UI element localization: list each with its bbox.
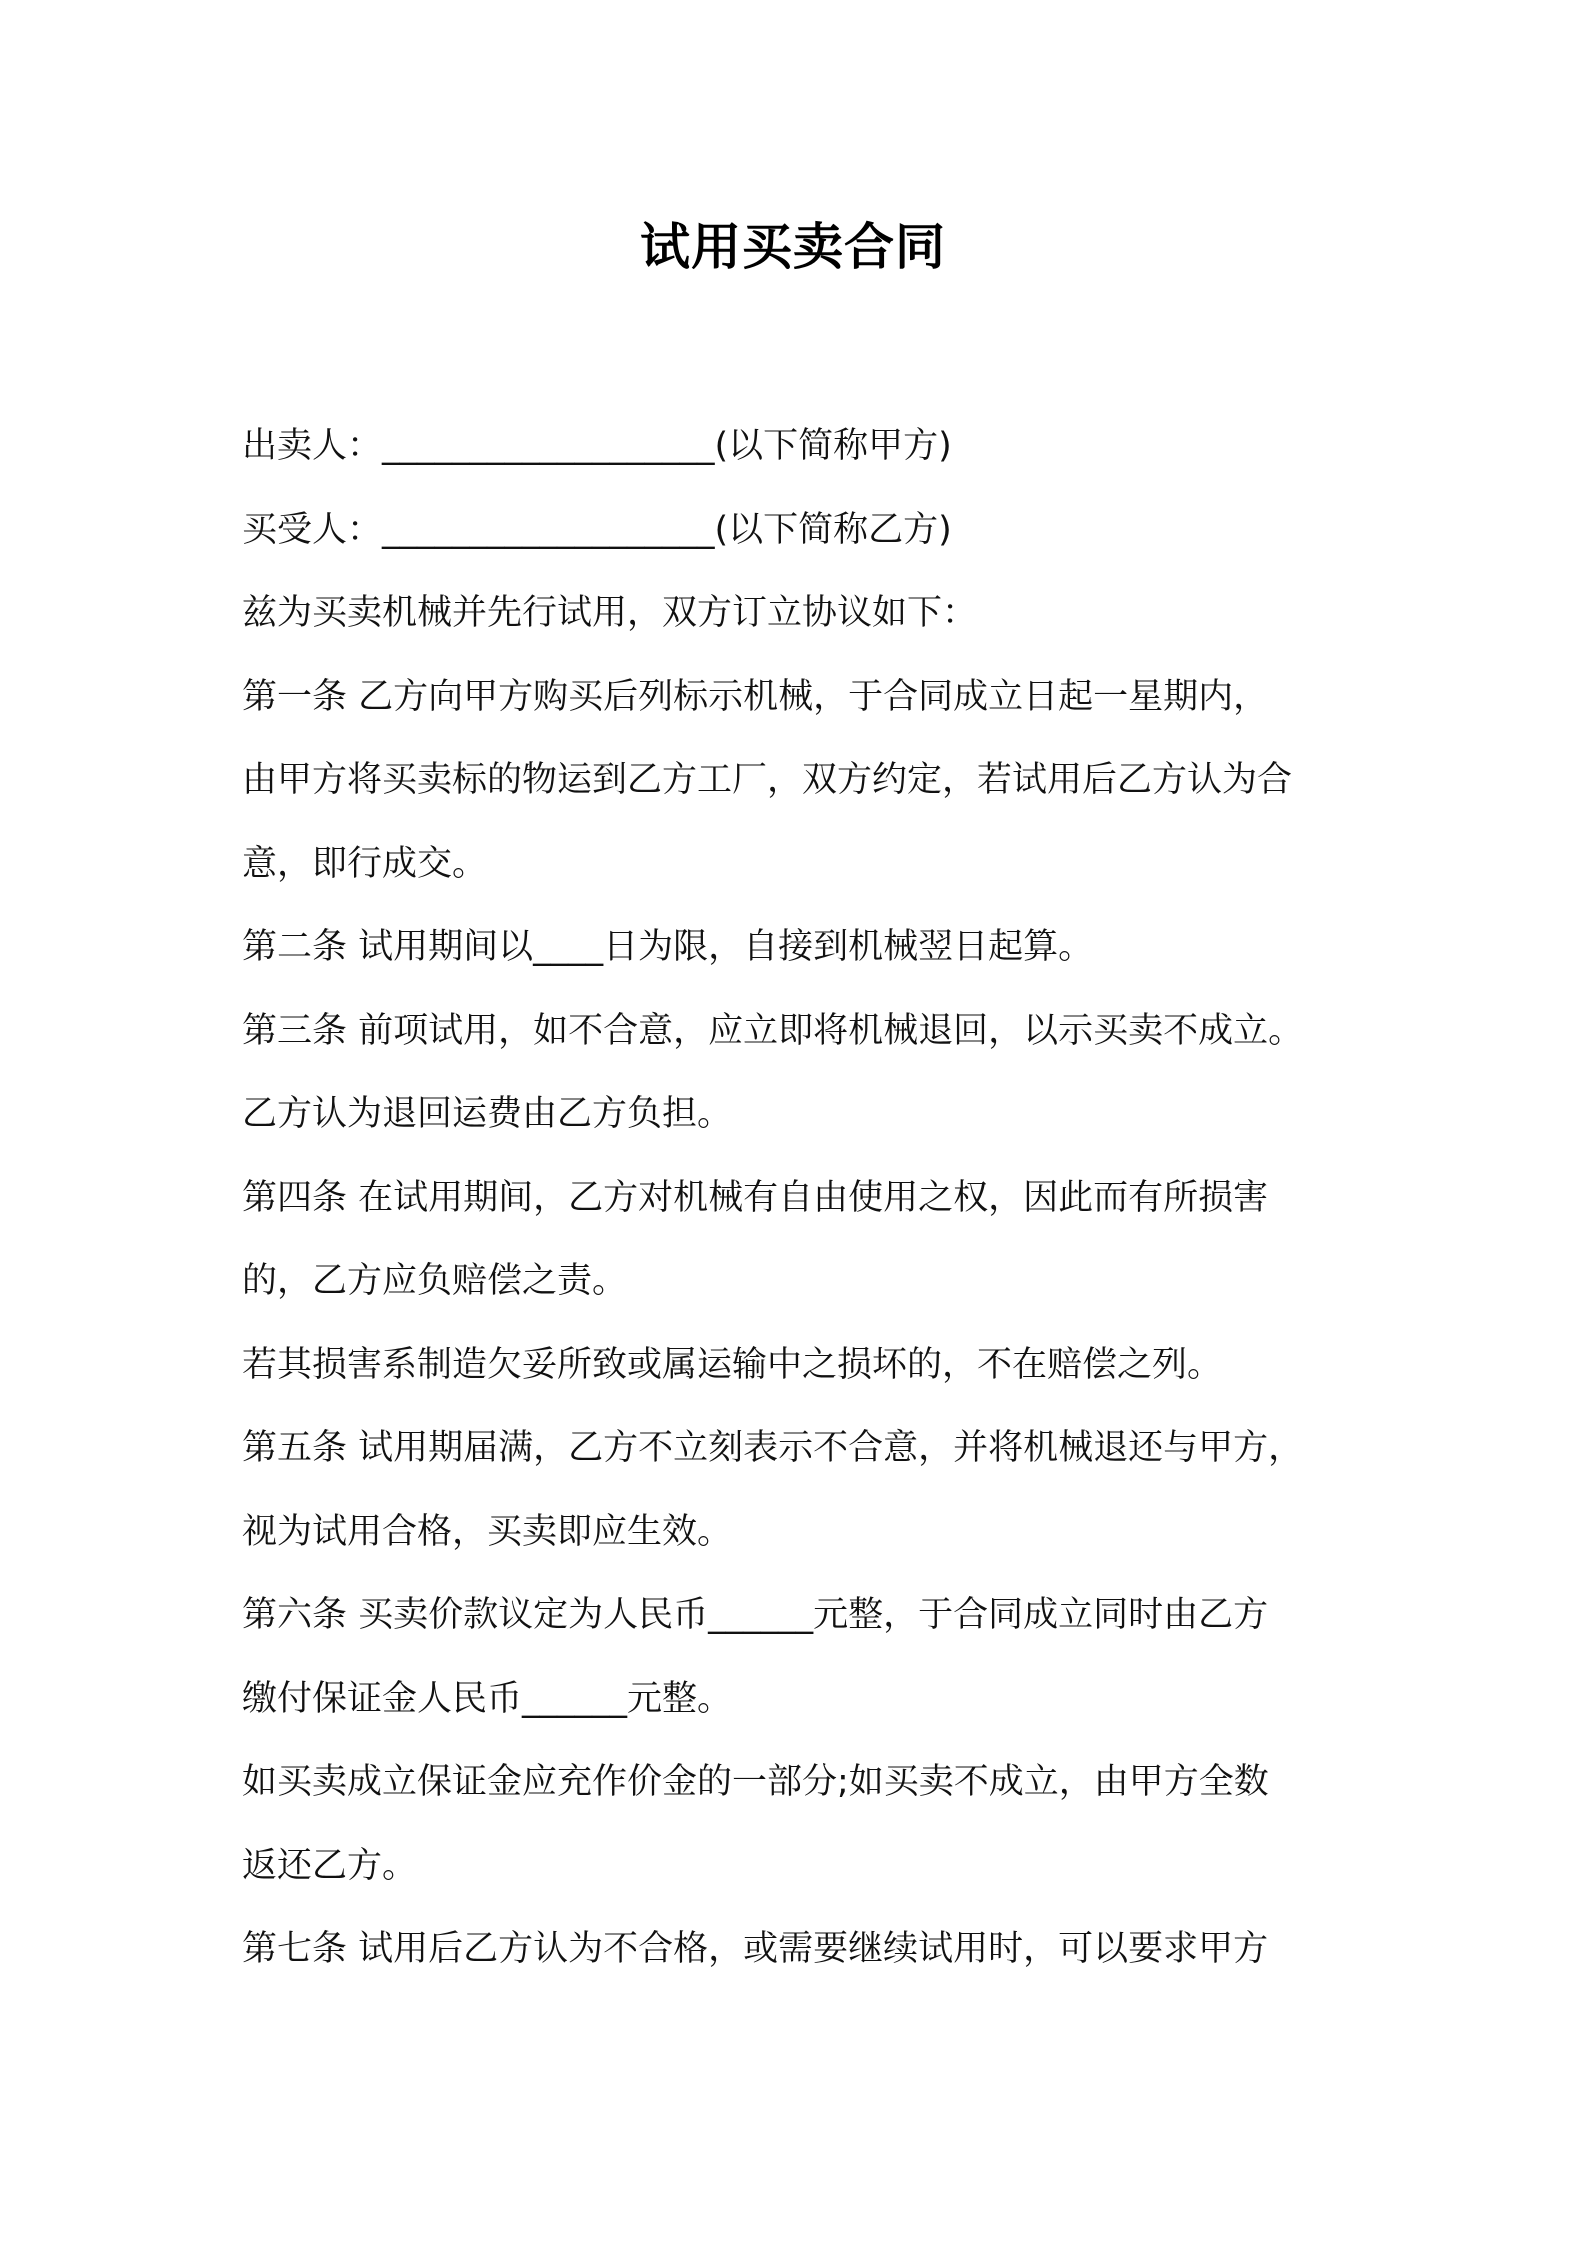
buyer-line: 买受人：___________________(以下简称乙方): [242, 509, 952, 550]
seller-line: 出卖人：___________________(以下简称甲方): [242, 426, 952, 466]
clause-6-line-1: 第六条 买卖价款议定为人民币______元整，于合同成立同时由乙方: [242, 1595, 1269, 1635]
clause-3-line-1: 第三条 前项试用，如不合意，应立即将机械退回，以示买卖不成立。: [242, 1010, 1304, 1051]
clause-7-line-1: 第七条 试用后乙方认为不合格，或需要继续试用时，可以要求甲方: [242, 1929, 1269, 1969]
clause-6-line-2: 缴付保证金人民币______元整。: [242, 1678, 733, 1719]
clause-5-line-1: 第五条 试用期届满，乙方不立刻表示不合意，并将机械退还与甲方，: [242, 1428, 1304, 1468]
clause-3-line-2: 乙方认为退回运费由乙方负担。: [242, 1094, 733, 1134]
clause-1-line-2: 由甲方将买卖标的物运到乙方工厂，双方约定，若试用后乙方认为合: [242, 760, 1293, 800]
clause-4-line-3: 若其损害系制造欠妥所致或属运输中之损坏的，不在赔偿之列。: [242, 1344, 1223, 1385]
clause-2-line-1: 第二条 试用期间以____日为限，自接到机械翌日起算。: [242, 927, 1094, 967]
clause-6-line-4: 返还乙方。: [242, 1845, 418, 1886]
clause-6-line-3: 如买卖成立保证金应充作价金的一部分;如买卖不成立，由甲方全数: [242, 1762, 1269, 1802]
clause-4-line-1: 第四条 在试用期间，乙方对机械有自由使用之权，因此而有所损害: [242, 1177, 1269, 1218]
document-title: 试用买卖合同: [640, 218, 946, 276]
preamble-line: 兹为买卖机械并先行试用，双方订立协议如下：: [242, 593, 978, 633]
clause-5-line-2: 视为试用合格，买卖即应生效。: [242, 1511, 733, 1552]
clause-4-line-2: 的，乙方应负赔偿之责。: [242, 1261, 628, 1301]
clause-1-line-1: 第一条 乙方向甲方购买后列标示机械，于合同成立日起一星期内，: [242, 676, 1269, 717]
document-body: [242, 405, 1382, 1992]
clause-1-line-3: 意，即行成交。: [242, 843, 488, 884]
